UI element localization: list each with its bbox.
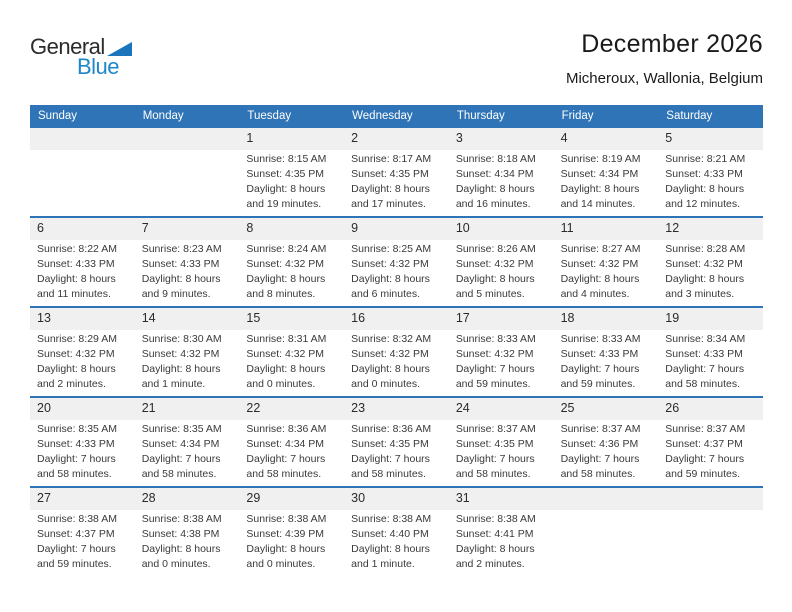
cell-sunset: Sunset: 4:34 PM (246, 438, 325, 450)
calendar-cell (554, 330, 659, 396)
calendar-cell (344, 150, 449, 216)
calendar-cell (30, 420, 135, 486)
week-row (30, 486, 763, 576)
logo-text-general: General (30, 34, 105, 59)
cell-sunset: Sunset: 4:35 PM (351, 438, 429, 450)
cell-sunset: Sunset: 4:39 PM (246, 528, 325, 540)
day-number: 25 (560, 401, 575, 415)
cell-sunrise: Sunrise: 8:32 AM (351, 333, 432, 345)
cell-daylight-line2: and 59 minutes. (665, 468, 740, 480)
cell-sunrise: Sunrise: 8:15 AM (246, 153, 327, 165)
calendar-cell (449, 150, 554, 216)
calendar-cell (239, 420, 344, 486)
weekday-monday: Monday (142, 109, 184, 122)
cell-daylight-line1: Daylight: 8 hours (560, 273, 640, 285)
cell-daylight-line1: Daylight: 7 hours (560, 453, 640, 465)
cell-sunset: Sunset: 4:33 PM (560, 348, 639, 360)
weekday-wednesday: Wednesday (352, 109, 413, 122)
cell-daylight-line1: Daylight: 7 hours (37, 543, 116, 555)
calendar-cell (658, 420, 763, 486)
cell-daylight-line2: and 5 minutes. (455, 288, 525, 300)
cell-sunset: Sunset: 4:32 PM (37, 348, 115, 360)
week-content (30, 510, 763, 576)
cell-daylight-line2: and 58 minutes. (665, 378, 740, 390)
weekday-saturday: Saturday (666, 109, 713, 122)
calendar-cell-empty (554, 510, 659, 576)
cell-sunrise: Sunrise: 8:31 AM (246, 333, 327, 345)
calendar-cell (449, 240, 554, 306)
day-number: 8 (246, 221, 254, 235)
cell-daylight-line1: Daylight: 8 hours (455, 273, 535, 285)
cell-sunset: Sunset: 4:32 PM (560, 258, 639, 270)
calendar-cell (30, 330, 135, 396)
cell-sunrise: Sunrise: 8:19 AM (560, 153, 641, 165)
day-number: 21 (141, 401, 156, 415)
week-row (30, 306, 763, 396)
cell-sunrise: Sunrise: 8:33 AM (455, 333, 536, 345)
cell-daylight-line1: Daylight: 7 hours (246, 453, 326, 465)
cell-sunrise: Sunrise: 8:27 AM (560, 243, 641, 255)
cell-daylight-line1: Daylight: 8 hours (141, 543, 221, 555)
cell-daylight-line2: and 59 minutes. (560, 378, 636, 390)
calendar-cell-empty (658, 510, 763, 576)
day-number: 23 (351, 401, 366, 415)
day-number: 20 (37, 401, 51, 415)
cell-daylight-line2: and 4 minutes. (560, 288, 630, 300)
cell-sunrise: Sunrise: 8:37 AM (560, 423, 641, 435)
day-number: 24 (455, 401, 470, 415)
cell-sunrise: Sunrise: 8:25 AM (351, 243, 432, 255)
cell-sunrise: Sunrise: 8:37 AM (665, 423, 746, 435)
cell-daylight-line1: Daylight: 8 hours (455, 183, 535, 195)
week-row (30, 216, 763, 306)
calendar (30, 105, 763, 576)
day-number: 27 (37, 491, 51, 505)
cell-daylight-line2: and 0 minutes. (246, 378, 316, 390)
cell-sunrise: Sunrise: 8:38 AM (37, 513, 117, 525)
cell-daylight-line2: and 14 minutes. (560, 198, 636, 210)
cell-daylight-line2: and 9 minutes. (141, 288, 211, 300)
day-number: 1 (246, 131, 254, 145)
calendar-cell (554, 240, 659, 306)
day-number: 19 (665, 311, 680, 325)
cell-sunrise: Sunrise: 8:21 AM (665, 153, 746, 165)
cell-sunrise: Sunrise: 8:23 AM (141, 243, 222, 255)
day-number: 2 (351, 131, 359, 145)
weekday-tuesday: Tuesday (247, 109, 292, 122)
calendar-cell (239, 150, 344, 216)
cell-sunset: Sunset: 4:34 PM (560, 168, 639, 180)
cell-daylight-line1: Daylight: 8 hours (246, 183, 326, 195)
cell-sunrise: Sunrise: 8:22 AM (37, 243, 117, 255)
cell-sunset: Sunset: 4:41 PM (455, 528, 534, 540)
cell-sunrise: Sunrise: 8:17 AM (351, 153, 432, 165)
calendar-cell (449, 510, 554, 576)
calendar-cell (239, 240, 344, 306)
day-number: 11 (560, 221, 574, 235)
cell-daylight-line1: Daylight: 8 hours (560, 183, 640, 195)
cell-sunset: Sunset: 4:37 PM (37, 528, 115, 540)
week-content (30, 150, 763, 216)
day-number (554, 488, 659, 510)
cell-sunrise: Sunrise: 8:18 AM (455, 153, 536, 165)
day-number: 14 (141, 311, 156, 325)
cell-daylight-line2: and 2 minutes. (37, 378, 106, 390)
calendar-cell (344, 510, 449, 576)
week-content (30, 420, 763, 486)
cell-sunset: Sunset: 4:33 PM (665, 168, 743, 180)
day-number: 7 (141, 221, 149, 235)
day-number-strip (30, 488, 763, 510)
cell-daylight-line2: and 2 minutes. (455, 558, 525, 570)
cell-sunset: Sunset: 4:35 PM (455, 438, 534, 450)
calendar-cell (135, 510, 240, 576)
calendar-cell (449, 330, 554, 396)
day-number: 26 (665, 401, 680, 415)
calendar-cell (344, 420, 449, 486)
cell-sunset: Sunset: 4:35 PM (351, 168, 429, 180)
cell-sunrise: Sunrise: 8:38 AM (351, 513, 432, 525)
calendar-cell (239, 510, 344, 576)
calendar-cell (30, 240, 135, 306)
weekday-friday: Friday (561, 109, 594, 122)
cell-daylight-line1: Daylight: 7 hours (665, 363, 745, 375)
cell-daylight-line1: Daylight: 8 hours (665, 273, 745, 285)
cell-daylight-line2: and 58 minutes. (560, 468, 636, 480)
cell-daylight-line1: Daylight: 8 hours (455, 543, 535, 555)
cell-sunset: Sunset: 4:32 PM (141, 348, 220, 360)
cell-daylight-line1: Daylight: 7 hours (37, 453, 116, 465)
day-number-strip (30, 308, 763, 330)
day-number: 9 (351, 221, 359, 235)
cell-sunset: Sunset: 4:32 PM (455, 258, 534, 270)
cell-sunrise: Sunrise: 8:38 AM (455, 513, 536, 525)
cell-daylight-line1: Daylight: 7 hours (560, 363, 640, 375)
day-number: 31 (455, 491, 470, 505)
day-number: 22 (246, 401, 261, 415)
general-blue-logo (30, 34, 133, 80)
cell-sunrise: Sunrise: 8:36 AM (246, 423, 327, 435)
cell-daylight-line1: Daylight: 8 hours (246, 273, 326, 285)
day-number (658, 488, 763, 510)
cell-daylight-line1: Daylight: 8 hours (246, 363, 326, 375)
day-number: 28 (141, 491, 156, 505)
cell-daylight-line1: Daylight: 8 hours (665, 183, 745, 195)
day-number: 3 (455, 131, 463, 145)
cell-daylight-line1: Daylight: 7 hours (455, 453, 535, 465)
cell-sunset: Sunset: 4:34 PM (141, 438, 220, 450)
cell-sunrise: Sunrise: 8:34 AM (665, 333, 746, 345)
day-number: 12 (665, 221, 680, 235)
cell-daylight-line2: and 59 minutes. (37, 558, 112, 570)
cell-daylight-line2: and 16 minutes. (455, 198, 531, 210)
calendar-cell (239, 330, 344, 396)
week-row (30, 396, 763, 486)
calendar-cell (30, 510, 135, 576)
calendar-title: December 2026 (581, 30, 763, 58)
cell-daylight-line1: Daylight: 8 hours (351, 183, 430, 195)
cell-sunset: Sunset: 4:36 PM (560, 438, 639, 450)
calendar-cell (135, 330, 240, 396)
day-number: 15 (246, 311, 261, 325)
cell-sunset: Sunset: 4:34 PM (455, 168, 534, 180)
calendar-cell (658, 330, 763, 396)
cell-daylight-line1: Daylight: 8 hours (141, 363, 221, 375)
cell-sunset: Sunset: 4:32 PM (246, 348, 325, 360)
cell-sunrise: Sunrise: 8:36 AM (351, 423, 432, 435)
day-number: 29 (246, 491, 261, 505)
cell-daylight-line2: and 58 minutes. (351, 468, 426, 480)
cell-sunrise: Sunrise: 8:38 AM (141, 513, 222, 525)
cell-daylight-line1: Daylight: 8 hours (141, 273, 221, 285)
calendar-cell-empty (30, 150, 135, 216)
cell-sunset: Sunset: 4:32 PM (246, 258, 325, 270)
calendar-cell (554, 420, 659, 486)
calendar-cell-empty (135, 150, 240, 216)
cell-daylight-line1: Daylight: 8 hours (351, 363, 430, 375)
cell-sunrise: Sunrise: 8:24 AM (246, 243, 327, 255)
weekday-sunday: Sunday (38, 109, 78, 122)
day-number (30, 128, 135, 150)
calendar-cell (344, 240, 449, 306)
week-content (30, 330, 763, 396)
title-block (566, 30, 763, 87)
cell-sunrise: Sunrise: 8:28 AM (665, 243, 746, 255)
cell-daylight-line2: and 6 minutes. (351, 288, 421, 300)
day-number-strip (30, 128, 763, 150)
day-number-strip (30, 398, 763, 420)
day-number: 5 (665, 131, 673, 145)
cell-sunrise: Sunrise: 8:33 AM (560, 333, 641, 345)
day-number: 4 (560, 131, 568, 145)
cell-sunrise: Sunrise: 8:30 AM (141, 333, 222, 345)
cell-sunset: Sunset: 4:37 PM (665, 438, 743, 450)
weekday-header-row (30, 105, 763, 126)
cell-daylight-line1: Daylight: 8 hours (37, 363, 116, 375)
day-number: 10 (455, 221, 470, 235)
cell-daylight-line1: Daylight: 7 hours (351, 453, 430, 465)
cell-daylight-line2: and 0 minutes. (351, 378, 421, 390)
cell-sunset: Sunset: 4:40 PM (351, 528, 429, 540)
weekday-thursday: Thursday (456, 109, 505, 122)
calendar-location-subtitle: Micheroux, Wallonia, Belgium (565, 70, 763, 87)
cell-daylight-line2: and 3 minutes. (665, 288, 735, 300)
day-number: 18 (560, 311, 575, 325)
cell-sunset: Sunset: 4:38 PM (141, 528, 220, 540)
cell-daylight-line1: Daylight: 7 hours (141, 453, 221, 465)
calendar-cell (135, 240, 240, 306)
cell-sunrise: Sunrise: 8:35 AM (37, 423, 117, 435)
cell-daylight-line2: and 11 minutes. (37, 288, 111, 300)
logo-text-blue: Blue (77, 54, 120, 79)
week-row (30, 126, 763, 216)
cell-daylight-line2: and 58 minutes. (141, 468, 217, 480)
cell-sunrise: Sunrise: 8:37 AM (455, 423, 536, 435)
calendar-cell (449, 420, 554, 486)
cell-daylight-line1: Daylight: 8 hours (351, 543, 430, 555)
calendar-cell (658, 240, 763, 306)
cell-sunset: Sunset: 4:32 PM (665, 258, 743, 270)
cell-sunset: Sunset: 4:33 PM (37, 438, 115, 450)
day-number: 6 (37, 221, 44, 235)
day-number (135, 128, 240, 150)
calendar-cell (135, 420, 240, 486)
cell-sunset: Sunset: 4:32 PM (351, 258, 429, 270)
day-number-strip (30, 218, 763, 240)
cell-sunset: Sunset: 4:33 PM (37, 258, 115, 270)
cell-sunset: Sunset: 4:32 PM (351, 348, 429, 360)
cell-daylight-line2: and 8 minutes. (246, 288, 316, 300)
day-number: 30 (351, 491, 366, 505)
cell-daylight-line2: and 0 minutes. (246, 558, 316, 570)
cell-daylight-line1: Daylight: 7 hours (665, 453, 745, 465)
day-number: 16 (351, 311, 366, 325)
cell-daylight-line1: Daylight: 8 hours (37, 273, 116, 285)
cell-sunset: Sunset: 4:33 PM (141, 258, 220, 270)
cell-daylight-line2: and 19 minutes. (246, 198, 322, 210)
cell-sunrise: Sunrise: 8:38 AM (246, 513, 327, 525)
cell-daylight-line1: Daylight: 8 hours (351, 273, 430, 285)
cell-sunrise: Sunrise: 8:26 AM (455, 243, 536, 255)
cell-daylight-line2: and 59 minutes. (455, 378, 531, 390)
cell-daylight-line2: and 17 minutes. (351, 198, 426, 210)
calendar-cell (658, 150, 763, 216)
cell-sunrise: Sunrise: 8:35 AM (141, 423, 222, 435)
cell-sunrise: Sunrise: 8:29 AM (37, 333, 117, 345)
calendar-cell (344, 330, 449, 396)
cell-daylight-line1: Daylight: 7 hours (455, 363, 535, 375)
day-number: 13 (37, 311, 51, 325)
day-number: 17 (455, 311, 470, 325)
cell-daylight-line2: and 1 minute. (351, 558, 415, 570)
cell-daylight-line2: and 1 minute. (141, 378, 206, 390)
cell-daylight-line2: and 58 minutes. (37, 468, 112, 480)
cell-daylight-line1: Daylight: 8 hours (246, 543, 326, 555)
cell-daylight-line2: and 58 minutes. (455, 468, 531, 480)
cell-daylight-line2: and 12 minutes. (665, 198, 740, 210)
calendar-cell (554, 150, 659, 216)
cell-sunset: Sunset: 4:32 PM (455, 348, 534, 360)
cell-daylight-line2: and 58 minutes. (246, 468, 322, 480)
cell-sunset: Sunset: 4:33 PM (665, 348, 743, 360)
week-content (30, 240, 763, 306)
cell-sunset: Sunset: 4:35 PM (246, 168, 325, 180)
cell-daylight-line2: and 0 minutes. (141, 558, 211, 570)
calendar-weeks (30, 126, 763, 576)
